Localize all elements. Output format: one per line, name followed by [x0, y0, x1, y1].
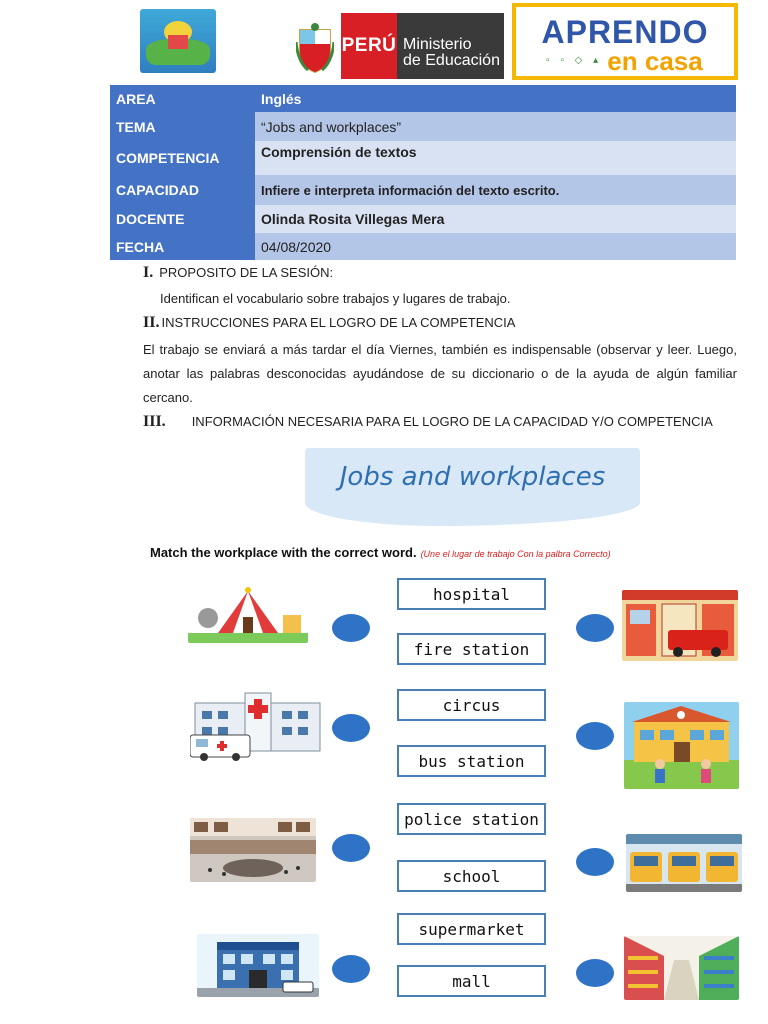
section-2-number: II.: [143, 314, 160, 331]
info-value: “Jobs and workplaces”: [255, 112, 736, 141]
info-row-competencia: [110, 141, 736, 175]
police-station-picture: [197, 934, 319, 997]
circus-picture: [188, 583, 308, 643]
word-fire-station: fire station: [397, 633, 546, 665]
word-school: school: [397, 860, 546, 892]
section-2-body: El trabajo se enviará a más tardar el día Viernes, también es indispensable (observar y leer. Luego, anotar las palabras desconocidas ayudándose de su diccionario o de la ayuda de algún familiar cercano.: [143, 342, 737, 405]
word-supermarket: supermarket: [397, 913, 546, 945]
word-bus-station: bus station: [397, 745, 546, 777]
instruction-es: (Une el lugar de trabajo Con la palbra Correcto): [420, 549, 611, 559]
fire-station-picture: [622, 590, 738, 661]
peru-shield-icon: [296, 22, 334, 74]
banner-title: Jobs and workplaces: [339, 462, 606, 492]
info-row-docente: [110, 205, 736, 233]
match-dot-right-4[interactable]: [576, 959, 614, 987]
match-dot-right-3[interactable]: [576, 848, 614, 876]
info-value: Olinda Rosita Villegas Mera: [255, 205, 736, 233]
aprendo-line-2: en casa: [607, 46, 703, 76]
section-2-title: INSTRUCCIONES PARA EL LOGRO DE LA COMPETENCIA: [161, 315, 516, 330]
section-1-heading: [143, 264, 333, 282]
school-picture: [624, 702, 739, 789]
info-key: COMPETENCIA: [110, 141, 255, 175]
info-row-tema: [110, 112, 736, 141]
info-value: Comprensión de textos: [255, 141, 736, 175]
info-key: TEMA: [110, 112, 255, 141]
house-shape: [168, 35, 188, 49]
word-hospital: hospital: [397, 578, 546, 610]
info-key: DOCENTE: [110, 205, 255, 233]
mall-picture: [190, 818, 316, 882]
aprendo-line-1: APRENDO: [541, 14, 709, 50]
section-3-heading: [143, 413, 743, 431]
info-value: Inglés: [255, 85, 736, 112]
match-dot-right-2[interactable]: [576, 722, 614, 750]
hospital-picture: [190, 691, 325, 761]
bus-station-picture: [626, 834, 742, 892]
match-dot-left-4[interactable]: [332, 955, 370, 983]
info-value: 04/08/2020: [255, 233, 736, 260]
section-3-number: III.: [143, 413, 166, 430]
word-police-station: police station: [397, 803, 546, 835]
section-1-body: Identifican el vocabulario sobre trabajos y lugares de trabajo.: [160, 291, 511, 306]
section-3-title: INFORMACIÓN NECESARIA PARA EL LOGRO DE LA CAPACIDAD Y/O COMPETENCIA: [191, 414, 713, 429]
word-circus: circus: [397, 689, 546, 721]
instruction-en: Match the workplace with the correct word.: [150, 545, 417, 560]
supermarket-picture: [624, 936, 739, 1000]
info-row-fecha: [110, 233, 736, 260]
info-value: Infiere e interpreta información del texto escrito.: [255, 175, 736, 205]
match-dot-right-1[interactable]: [576, 614, 614, 642]
session-info-table: [110, 85, 736, 260]
section-1-number: I.: [143, 264, 154, 281]
info-key: AREA: [110, 85, 255, 112]
instruction: [150, 545, 611, 560]
match-dot-left-2[interactable]: [332, 714, 370, 742]
info-row-area: [110, 85, 736, 112]
info-key: FECHA: [110, 233, 255, 260]
info-key: CAPACIDAD: [110, 175, 255, 205]
ministry-line-1: Ministerio: [403, 36, 472, 53]
info-row-capacidad: [110, 175, 736, 205]
peru-label: PERÚ: [341, 13, 397, 79]
section-2-heading: [143, 314, 515, 332]
regional-logo: [140, 9, 216, 73]
logo-dots-icon: ▫ ▫ ◇ ▴: [546, 55, 603, 66]
title-banner: [305, 448, 640, 526]
match-dot-left-3[interactable]: [332, 834, 370, 862]
ministry-line-2: de Educación: [403, 52, 500, 69]
word-mall: mall: [397, 965, 546, 997]
ministry-label: [397, 13, 504, 79]
aprendo-en-casa-logo: [512, 3, 738, 80]
match-dot-left-1[interactable]: [332, 614, 370, 642]
section-1-title: PROPOSITO DE LA SESIÓN:: [159, 265, 334, 280]
